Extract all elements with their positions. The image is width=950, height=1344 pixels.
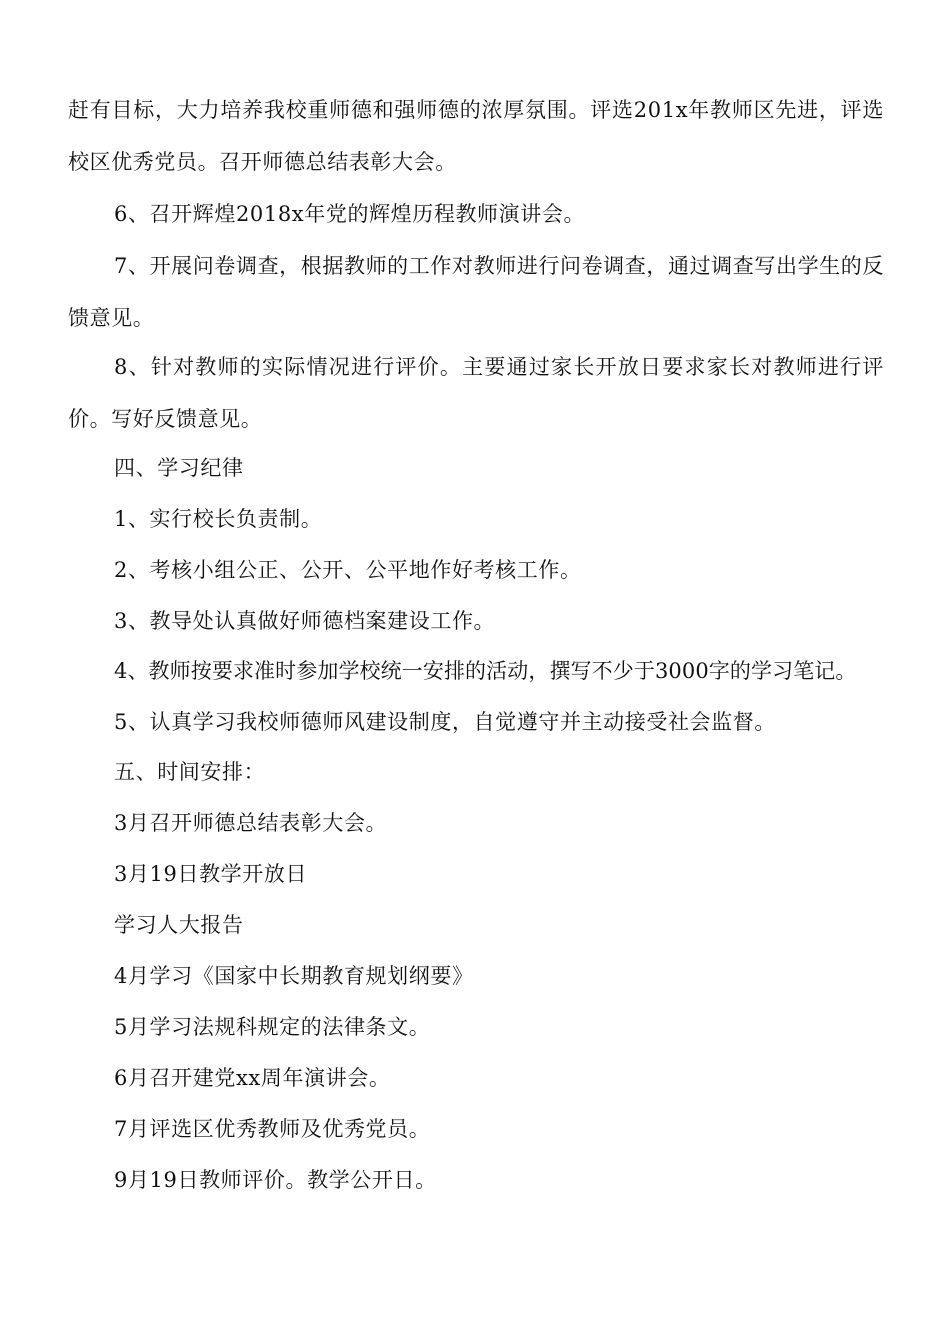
- paragraph-item-6: 6、召开辉煌2018x年党的辉煌历程教师演讲会。: [114, 202, 586, 226]
- discipline-item-4: 4、教师按要求准时参加学校统一安排的活动，撰写不少于3000字的学习笔记。: [114, 659, 857, 683]
- paragraph-continuation: 赶有目标，大力培养我校重师德和强师德的浓厚氛围。评选201x年教师区先进，评选校区优秀党员。召开师德总结表彰大会。: [68, 98, 884, 174]
- schedule-item-may: 5月学习法规科规定的法律条文。: [114, 1015, 431, 1039]
- schedule-item-july: 7月评选区优秀教师及优秀党员。: [114, 1117, 431, 1141]
- section-heading-schedule: 五、时间安排：: [114, 760, 266, 784]
- schedule-item-june: 6月召开建党xx周年演讲会。: [114, 1066, 391, 1090]
- schedule-item-march-meeting: 3月召开师德总结表彰大会。: [114, 811, 388, 835]
- section-heading-discipline: 四、学习纪律: [114, 456, 244, 480]
- schedule-item-april: 4月学习《国家中长期教育规划纲要》: [114, 964, 474, 988]
- paragraph-item-7: 7、开展问卷调查，根据教师的工作对教师进行问卷调查，通过调查写出学生的反馈意见。: [68, 254, 884, 330]
- schedule-item-march-open-day: 3月19日教学开放日: [114, 862, 308, 886]
- discipline-item-3: 3、教导处认真做好师德档案建设工作。: [114, 609, 496, 633]
- paragraph-item-8: 8、针对教师的实际情况进行评价。主要通过家长开放日要求家长对教师进行评价。写好反馈意见。: [68, 355, 884, 431]
- discipline-item-1: 1、实行校长负责制。: [114, 507, 323, 531]
- schedule-item-npc-report: 学习人大报告: [114, 913, 244, 937]
- discipline-item-2: 2、考核小组公正、公开、公平地作好考核工作。: [114, 558, 582, 582]
- discipline-item-5: 5、认真学习我校师德师风建设制度，自觉遵守并主动接受社会监督。: [114, 710, 776, 734]
- schedule-item-september: 9月19日教师评价。教学公开日。: [114, 1168, 437, 1192]
